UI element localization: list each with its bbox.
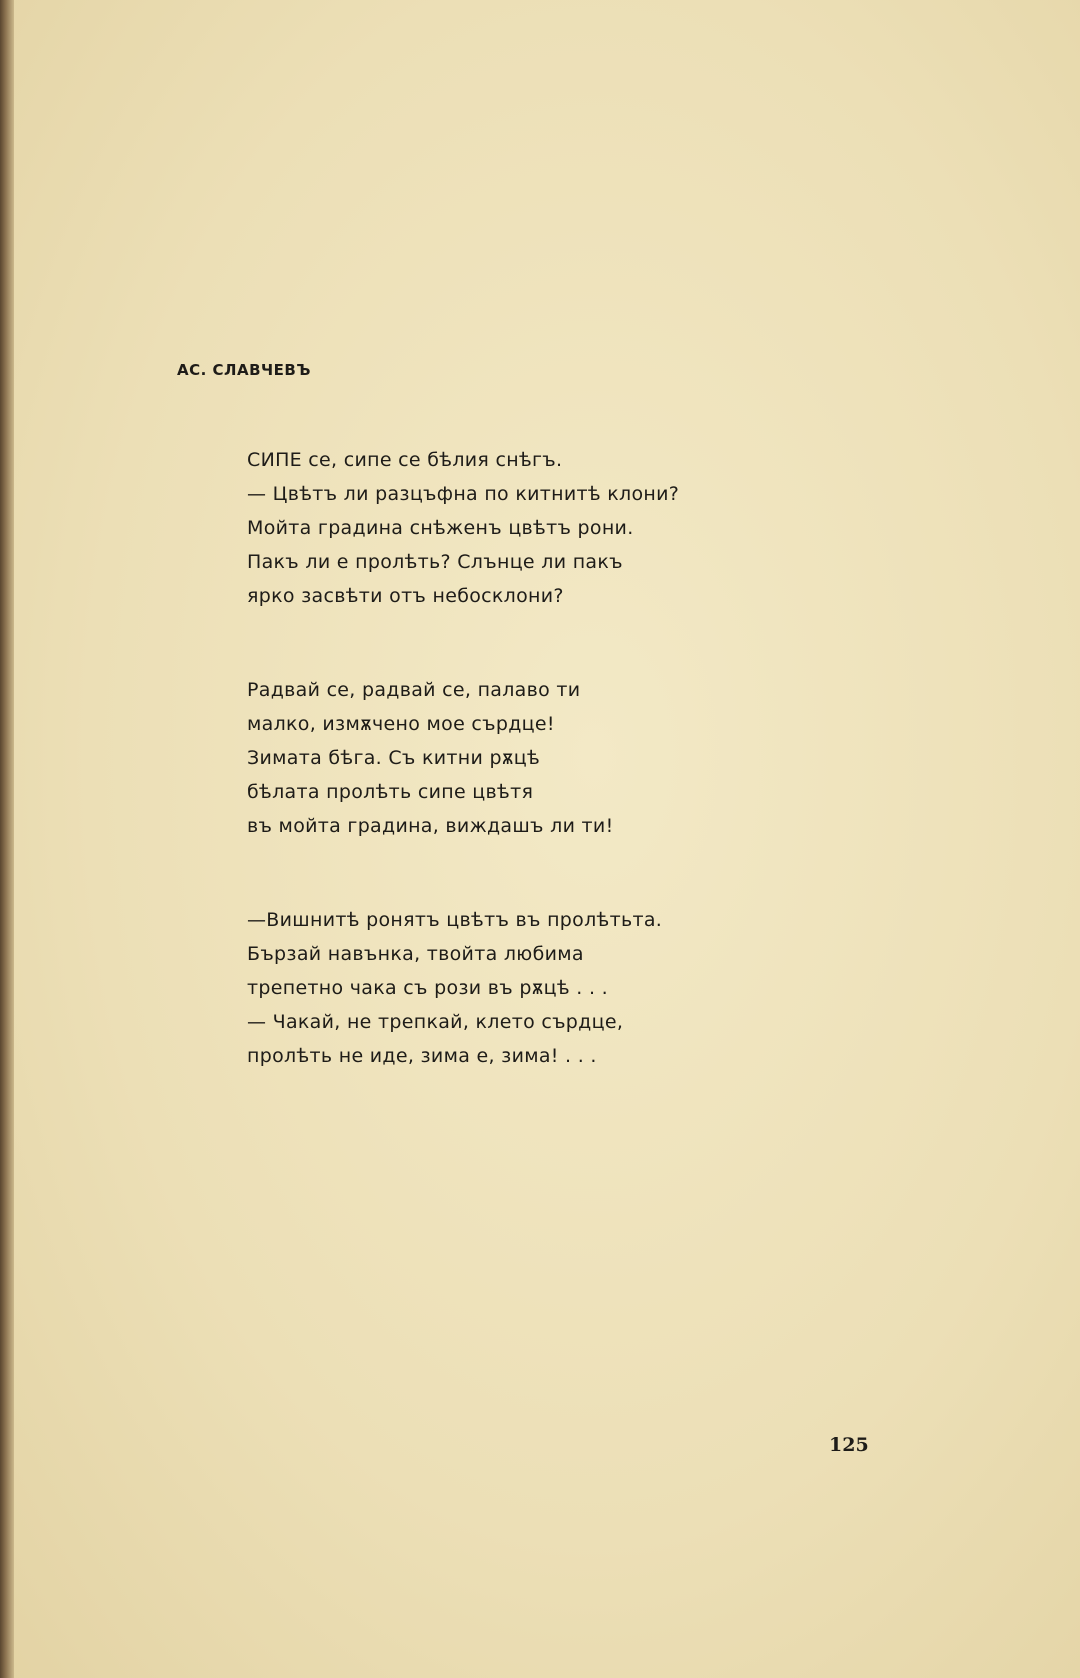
stanza-1 [247,443,679,613]
poem-line: — Цвѣтъ ли разцъфна по китнитѣ клони? [247,483,680,505]
poem-line: Бързай навънка, твойта любима [247,943,584,965]
page-number: 125 [829,1434,869,1456]
poem-line: Мойта градина снѣженъ цвѣтъ рони. [247,517,634,539]
poem-line: ярко засвѣти отъ небосклони? [247,585,564,607]
poem [247,443,679,1133]
poem-line: Радвай се, радвай се, палаво ти [247,679,581,701]
book-binding-edge [0,0,14,1678]
poem-line: малко, измѫчено мое сърдце! [247,713,555,735]
poem-line: —Вишнитѣ ронятъ цвѣтъ въ пролѣтьта. [247,909,663,931]
poem-line: Пакъ ли е пролѣть? Слънце ли пакъ [247,551,623,573]
poem-line: Зимата бѣга. Съ китни рѫцѣ [247,747,541,769]
poem-line: трепетно чака съ рози въ рѫцѣ . . . [247,977,608,999]
stanza-3 [247,903,679,1073]
poem-line: СИПЕ се, сипе се бѣлия снѣгъ. [247,449,563,471]
poem-line: бѣлата пролѣть сипе цвѣтя [247,781,534,803]
stanza-2 [247,673,679,843]
poem-line: въ мойта градина, виждашъ ли ти! [247,815,614,837]
author-name: АС. СЛАВЧЕВЪ [177,361,311,379]
poem-line: — Чакай, не трепкай, клето сърдце, [247,1011,624,1033]
poem-line: пролѣть не иде, зима е, зима! . . . [247,1045,597,1067]
